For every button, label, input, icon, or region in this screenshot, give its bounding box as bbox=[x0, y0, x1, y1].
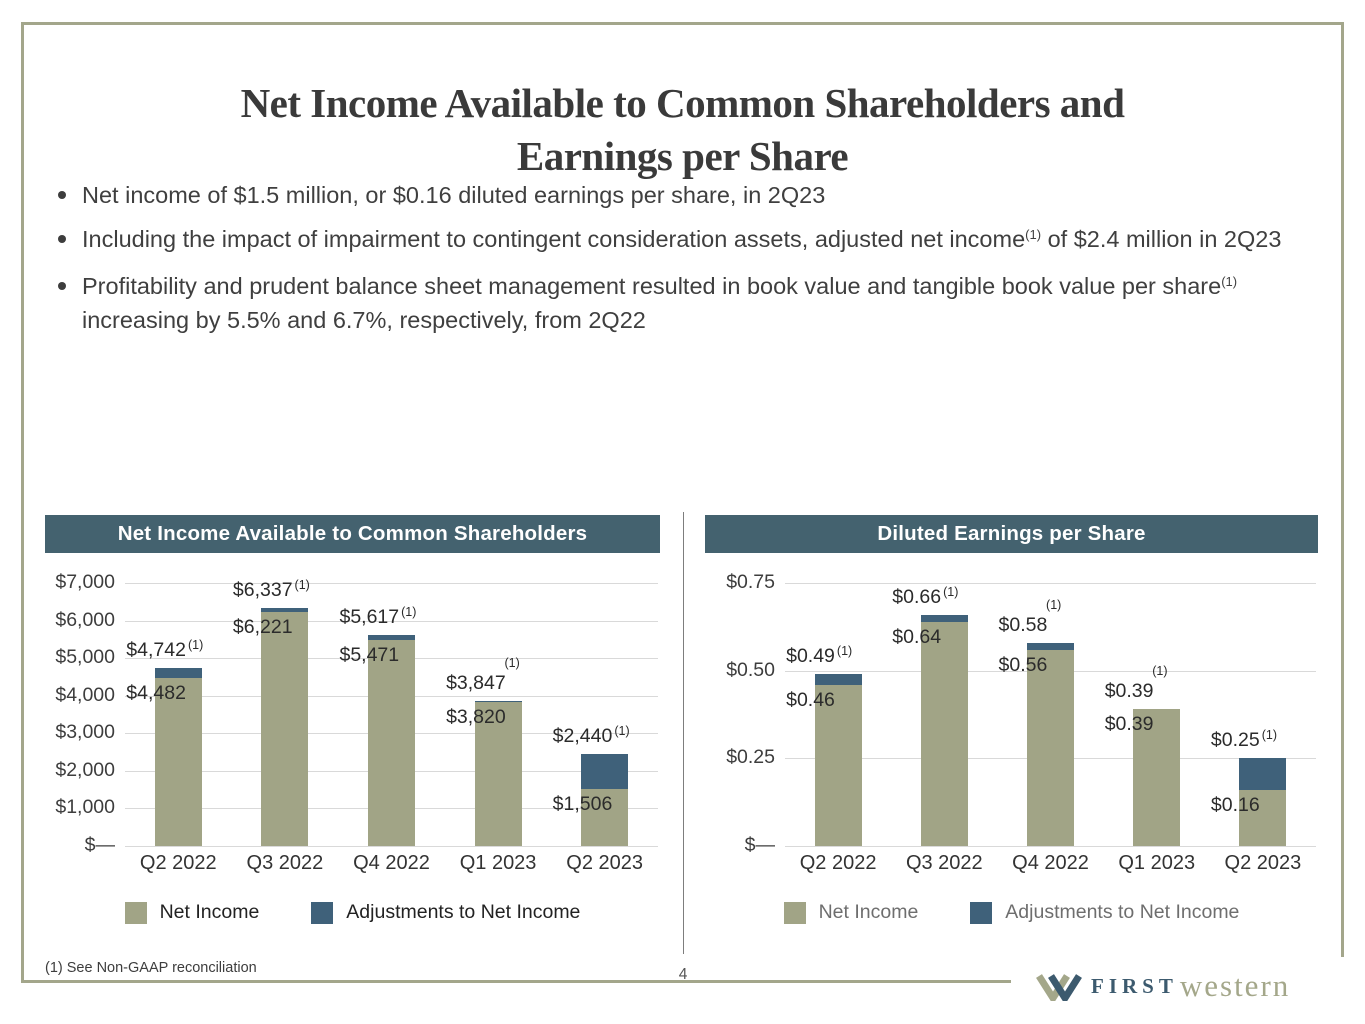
net-value-label: $0.56 bbox=[998, 653, 1048, 676]
y-tick-label: $— bbox=[744, 834, 775, 856]
footnote-marker: (1) bbox=[187, 637, 204, 652]
legend-label: Adjustments to Net Income bbox=[346, 901, 581, 923]
bar-column-q2-2022 bbox=[785, 553, 891, 846]
adjustments-segment bbox=[1027, 643, 1074, 650]
bar-columns bbox=[125, 553, 658, 846]
total-value-label: $2,440 $^{(1)}$ bbox=[552, 724, 630, 748]
net-value-label: $0.39 bbox=[1104, 713, 1154, 736]
legend-swatch bbox=[311, 902, 333, 924]
total-value-label: $3,847 (1) bbox=[446, 656, 520, 695]
y-tick-label: $0.50 bbox=[726, 658, 775, 681]
bar-columns bbox=[785, 553, 1316, 846]
frame-border-top bbox=[21, 22, 1343, 25]
x-tick-label: Q2 2022 bbox=[799, 852, 877, 874]
slide-title-line-1: Net Income Available to Common Shareholders and bbox=[240, 80, 1125, 127]
charts-divider-line bbox=[683, 512, 684, 954]
bullet-dot bbox=[58, 282, 66, 290]
bullet-dot bbox=[58, 191, 66, 199]
bullet-list bbox=[58, 180, 1308, 349]
bullet-dot bbox=[58, 235, 66, 243]
y-tick-label: $0.25 bbox=[726, 746, 775, 769]
footnote-marker: (1) bbox=[943, 584, 959, 599]
footnote-marker: (1) bbox=[614, 724, 630, 739]
diluted-eps-chart-legend bbox=[705, 901, 1318, 924]
bullet-item-3 bbox=[58, 271, 1308, 336]
net-value-label: $0.16 bbox=[1210, 793, 1260, 816]
bar-column-q3-2022 bbox=[891, 553, 997, 846]
footnote-marker: (1) bbox=[836, 644, 853, 659]
footnote: (1) See Non-GAAP reconciliation bbox=[45, 960, 257, 976]
net-income-chart-x-axis bbox=[125, 852, 658, 875]
bar-column-q3-2022 bbox=[232, 553, 339, 846]
net-value-label: $5,471 bbox=[339, 644, 400, 667]
footnote-marker: (1) bbox=[1261, 728, 1277, 743]
x-tick-label: Q4 2022 bbox=[353, 852, 430, 874]
diluted-eps-chart-title: Diluted Earnings per Share bbox=[705, 515, 1318, 553]
y-tick-label: $2,000 bbox=[55, 758, 115, 781]
bar-column-q2-2023 bbox=[551, 553, 658, 846]
diluted-eps-chart-x-axis bbox=[785, 852, 1316, 875]
y-tick-label: $7,000 bbox=[55, 571, 115, 593]
bar-column-q2-2022 bbox=[125, 553, 232, 846]
adjustments-segment bbox=[1239, 758, 1286, 790]
net-income-segment bbox=[921, 622, 968, 846]
bullet-item-2 bbox=[58, 224, 1308, 258]
logo-text-first: FIRST bbox=[1091, 973, 1178, 998]
footnote-marker: (1) bbox=[1046, 597, 1062, 612]
x-tick-label: Q2 2023 bbox=[1224, 852, 1302, 874]
legend-swatch bbox=[970, 902, 992, 924]
legend-label: Net Income bbox=[159, 901, 260, 923]
first-western-logo bbox=[1036, 968, 1290, 1004]
w-chevrons-icon bbox=[1036, 971, 1082, 1001]
net-income-chart-plot bbox=[45, 553, 660, 856]
frame-border-bottom bbox=[21, 980, 1011, 983]
adjustments-segment bbox=[815, 674, 862, 685]
net-income-segment bbox=[1027, 650, 1074, 846]
footnote-marker: (1) bbox=[401, 604, 417, 619]
x-tick-label: Q4 2022 bbox=[1012, 852, 1089, 874]
net-value-label: $3,820 bbox=[446, 706, 506, 729]
net-income-chart bbox=[45, 515, 660, 940]
bullet-text: Net income of $1.5 million, or $0.16 diluted earnings per share, in 2Q23 bbox=[82, 182, 826, 208]
page-number: 4 bbox=[678, 966, 688, 983]
footnote-marker: (1) bbox=[1152, 664, 1168, 679]
net-value-label: $0.46 bbox=[786, 688, 835, 711]
net-income-chart-legend bbox=[45, 901, 660, 924]
bar-column-q1-2023 bbox=[445, 553, 552, 846]
y-tick-label: $1,000 bbox=[55, 796, 115, 819]
net-income-chart-title: Net Income Available to Common Shareholders bbox=[45, 515, 660, 553]
bar-column-q4-2022 bbox=[997, 553, 1103, 846]
footnote-marker: (1) bbox=[504, 656, 520, 671]
net-income-segment bbox=[368, 640, 415, 846]
adjustments-segment bbox=[921, 615, 968, 622]
total-value-label: $0.66 $^{(1)}$ bbox=[892, 584, 959, 608]
x-tick-label: Q2 2022 bbox=[139, 852, 217, 874]
gridline bbox=[785, 846, 1316, 847]
legend-item bbox=[784, 901, 919, 924]
legend-item bbox=[970, 901, 1239, 924]
legend-item bbox=[311, 901, 580, 924]
footnote-marker: (1) bbox=[1025, 227, 1042, 242]
stacked-bar bbox=[261, 608, 308, 846]
legend-item bbox=[125, 901, 260, 924]
diluted-eps-chart-plot bbox=[705, 553, 1318, 856]
gridline bbox=[125, 846, 658, 847]
y-tick-label: $0.75 bbox=[726, 571, 775, 593]
net-value-label: $6,221 bbox=[232, 616, 293, 639]
footnote-marker: (1) bbox=[294, 577, 310, 592]
bar-column-q2-2023 bbox=[1210, 553, 1316, 846]
legend-swatch bbox=[125, 902, 147, 924]
total-value-label: $0.49 $^{(1)}$ bbox=[786, 644, 853, 668]
footnote-marker: (1) bbox=[1221, 274, 1238, 289]
diluted-eps-chart bbox=[705, 515, 1318, 940]
x-tick-label: Q3 2022 bbox=[246, 852, 324, 874]
net-value-label: $1,506 bbox=[552, 793, 613, 816]
net-value-label: $4,482 bbox=[126, 681, 186, 704]
y-tick-label: $— bbox=[84, 834, 115, 856]
y-tick-label: $6,000 bbox=[55, 608, 115, 631]
logo-text-western: western bbox=[1179, 968, 1291, 1003]
net-income-segment bbox=[261, 612, 308, 846]
total-value-label: $0.58 (1) bbox=[998, 597, 1062, 636]
y-tick-label: $4,000 bbox=[55, 683, 115, 706]
stacked-bar bbox=[921, 615, 968, 846]
total-value-label: $4,742 $^{(1)}$ bbox=[126, 637, 204, 661]
x-tick-label: Q1 2023 bbox=[459, 852, 537, 874]
bar-column-q1-2023 bbox=[1104, 553, 1210, 846]
slide-title-line-2: Earnings per Share bbox=[516, 133, 849, 180]
legend-label: Adjustments to Net Income bbox=[1005, 901, 1240, 923]
bullet-text: Including the impact of impairment to contingent consideration assets, adjusted net income$^{(1)}$ of $2.4 million in 2Q23 bbox=[82, 226, 1282, 252]
total-value-label: $0.25 $^{(1)}$ bbox=[1210, 728, 1277, 752]
legend-swatch bbox=[784, 902, 806, 924]
bullet-item-1 bbox=[58, 180, 1308, 211]
bar-column-q4-2022 bbox=[338, 553, 445, 846]
total-value-label: $0.39 (1) bbox=[1104, 664, 1168, 703]
net-value-label: $0.64 bbox=[892, 625, 942, 648]
adjustments-segment bbox=[581, 754, 628, 789]
x-tick-label: Q1 2023 bbox=[1118, 852, 1196, 874]
total-value-label: $5,617 $^{(1)}$ bbox=[339, 604, 417, 628]
x-tick-label: Q3 2022 bbox=[905, 852, 983, 874]
y-tick-label: $5,000 bbox=[55, 646, 115, 669]
bullet-text: Profitability and prudent balance sheet management resulted in book value and tangible book value per share$^{(1)}$ increasing by 5.5% and 6.7%, respectively, from 2Q22 bbox=[82, 273, 1238, 333]
adjustments-segment bbox=[155, 668, 202, 678]
total-value-label: $6,337 $^{(1)}$ bbox=[232, 577, 310, 601]
legend-label: Net Income bbox=[818, 901, 919, 923]
x-tick-label: Q2 2023 bbox=[566, 852, 644, 874]
slide-title bbox=[0, 77, 1365, 183]
y-tick-label: $3,000 bbox=[55, 721, 115, 744]
